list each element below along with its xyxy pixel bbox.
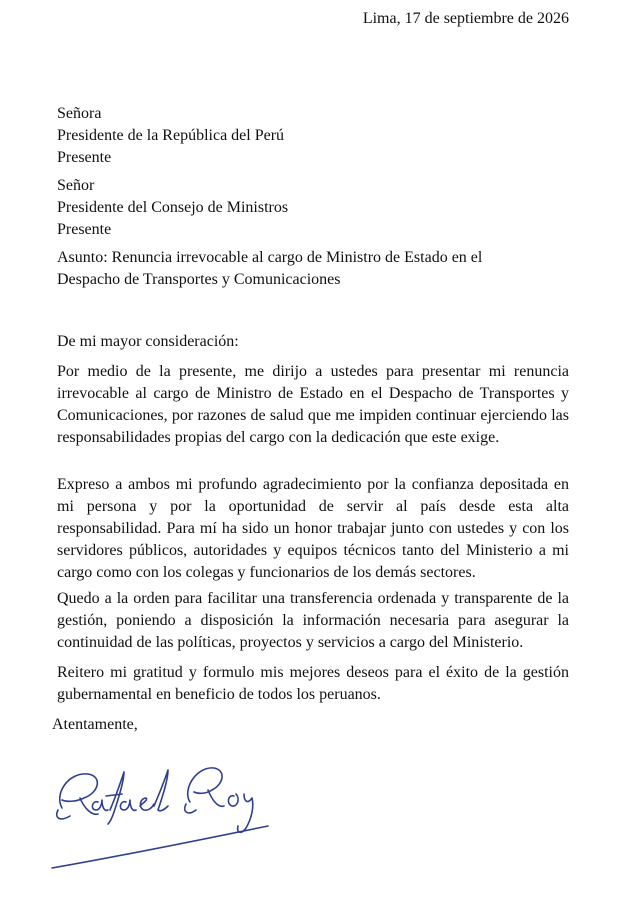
paragraph-2-text: Expreso a ambos mi profundo agradecimiento por la confianza depositada en mi persona y por la oportunidad de servir al país desde esta alta responsabilidad. Para mí ha sido un honor trabajar junto con ustedes y con los servidores públicos, autoridades y equipos técnicos tanto del Ministerio a mi cargo como con los colegas y funcionarios de los demás sectores. (57, 476, 569, 581)
recipient-2-title: Presidente del Consejo de Ministros (57, 199, 289, 216)
subject-line-1: Asunto: Renuncia irrevocable al cargo de Ministro de Estado en el (57, 249, 483, 266)
subject-line-2: Despacho de Transportes y Comunicaciones (57, 271, 341, 288)
greeting-text: De mi mayor consideración: (57, 333, 239, 350)
paragraph-3 (57, 588, 569, 654)
paragraph-2 (57, 474, 569, 584)
recipient-2 (57, 175, 569, 241)
recipient-1 (57, 103, 569, 169)
closing-text: Atentamente, (52, 716, 138, 733)
paragraph-4 (57, 662, 569, 706)
closing (52, 714, 569, 736)
recipient-2-presente: Presente (57, 221, 112, 238)
paragraph-1 (57, 361, 569, 449)
greeting (57, 331, 569, 353)
letter-date: Lima, 17 de septiembre de 2026 (362, 10, 569, 27)
recipient-1-presente: Presente (57, 149, 112, 166)
recipient-1-salutation: Señora (57, 105, 102, 122)
recipient-1-title: Presidente de la República del Perú (57, 127, 285, 144)
paragraph-1-text: Por medio de la presente, me dirijo a ustedes para presentar mi renuncia irrevocable al cargo de Ministro de Estado en el Despacho de Transportes y Comunicaciones, por razones de salud que me impiden continuar ejerciendo las responsabilidades propias del cargo con la dedicación que este exige. (57, 363, 569, 446)
subject (57, 247, 569, 291)
recipient-2-salutation: Señor (57, 177, 95, 194)
paragraph-3-text: Quedo a la orden para facilitar una transferencia ordenada y transparente de la gestión, poniendo a disposición la información necesaria para asegurar la continuidad de las políticas, proyectos y servicios a cargo del Ministerio. (57, 590, 569, 651)
paragraph-4-text: Reitero mi gratitud y formulo mis mejores deseos para el éxito de la gestión gubernamental en beneficio de todos los peruanos. (57, 664, 569, 703)
signature (40, 750, 290, 880)
